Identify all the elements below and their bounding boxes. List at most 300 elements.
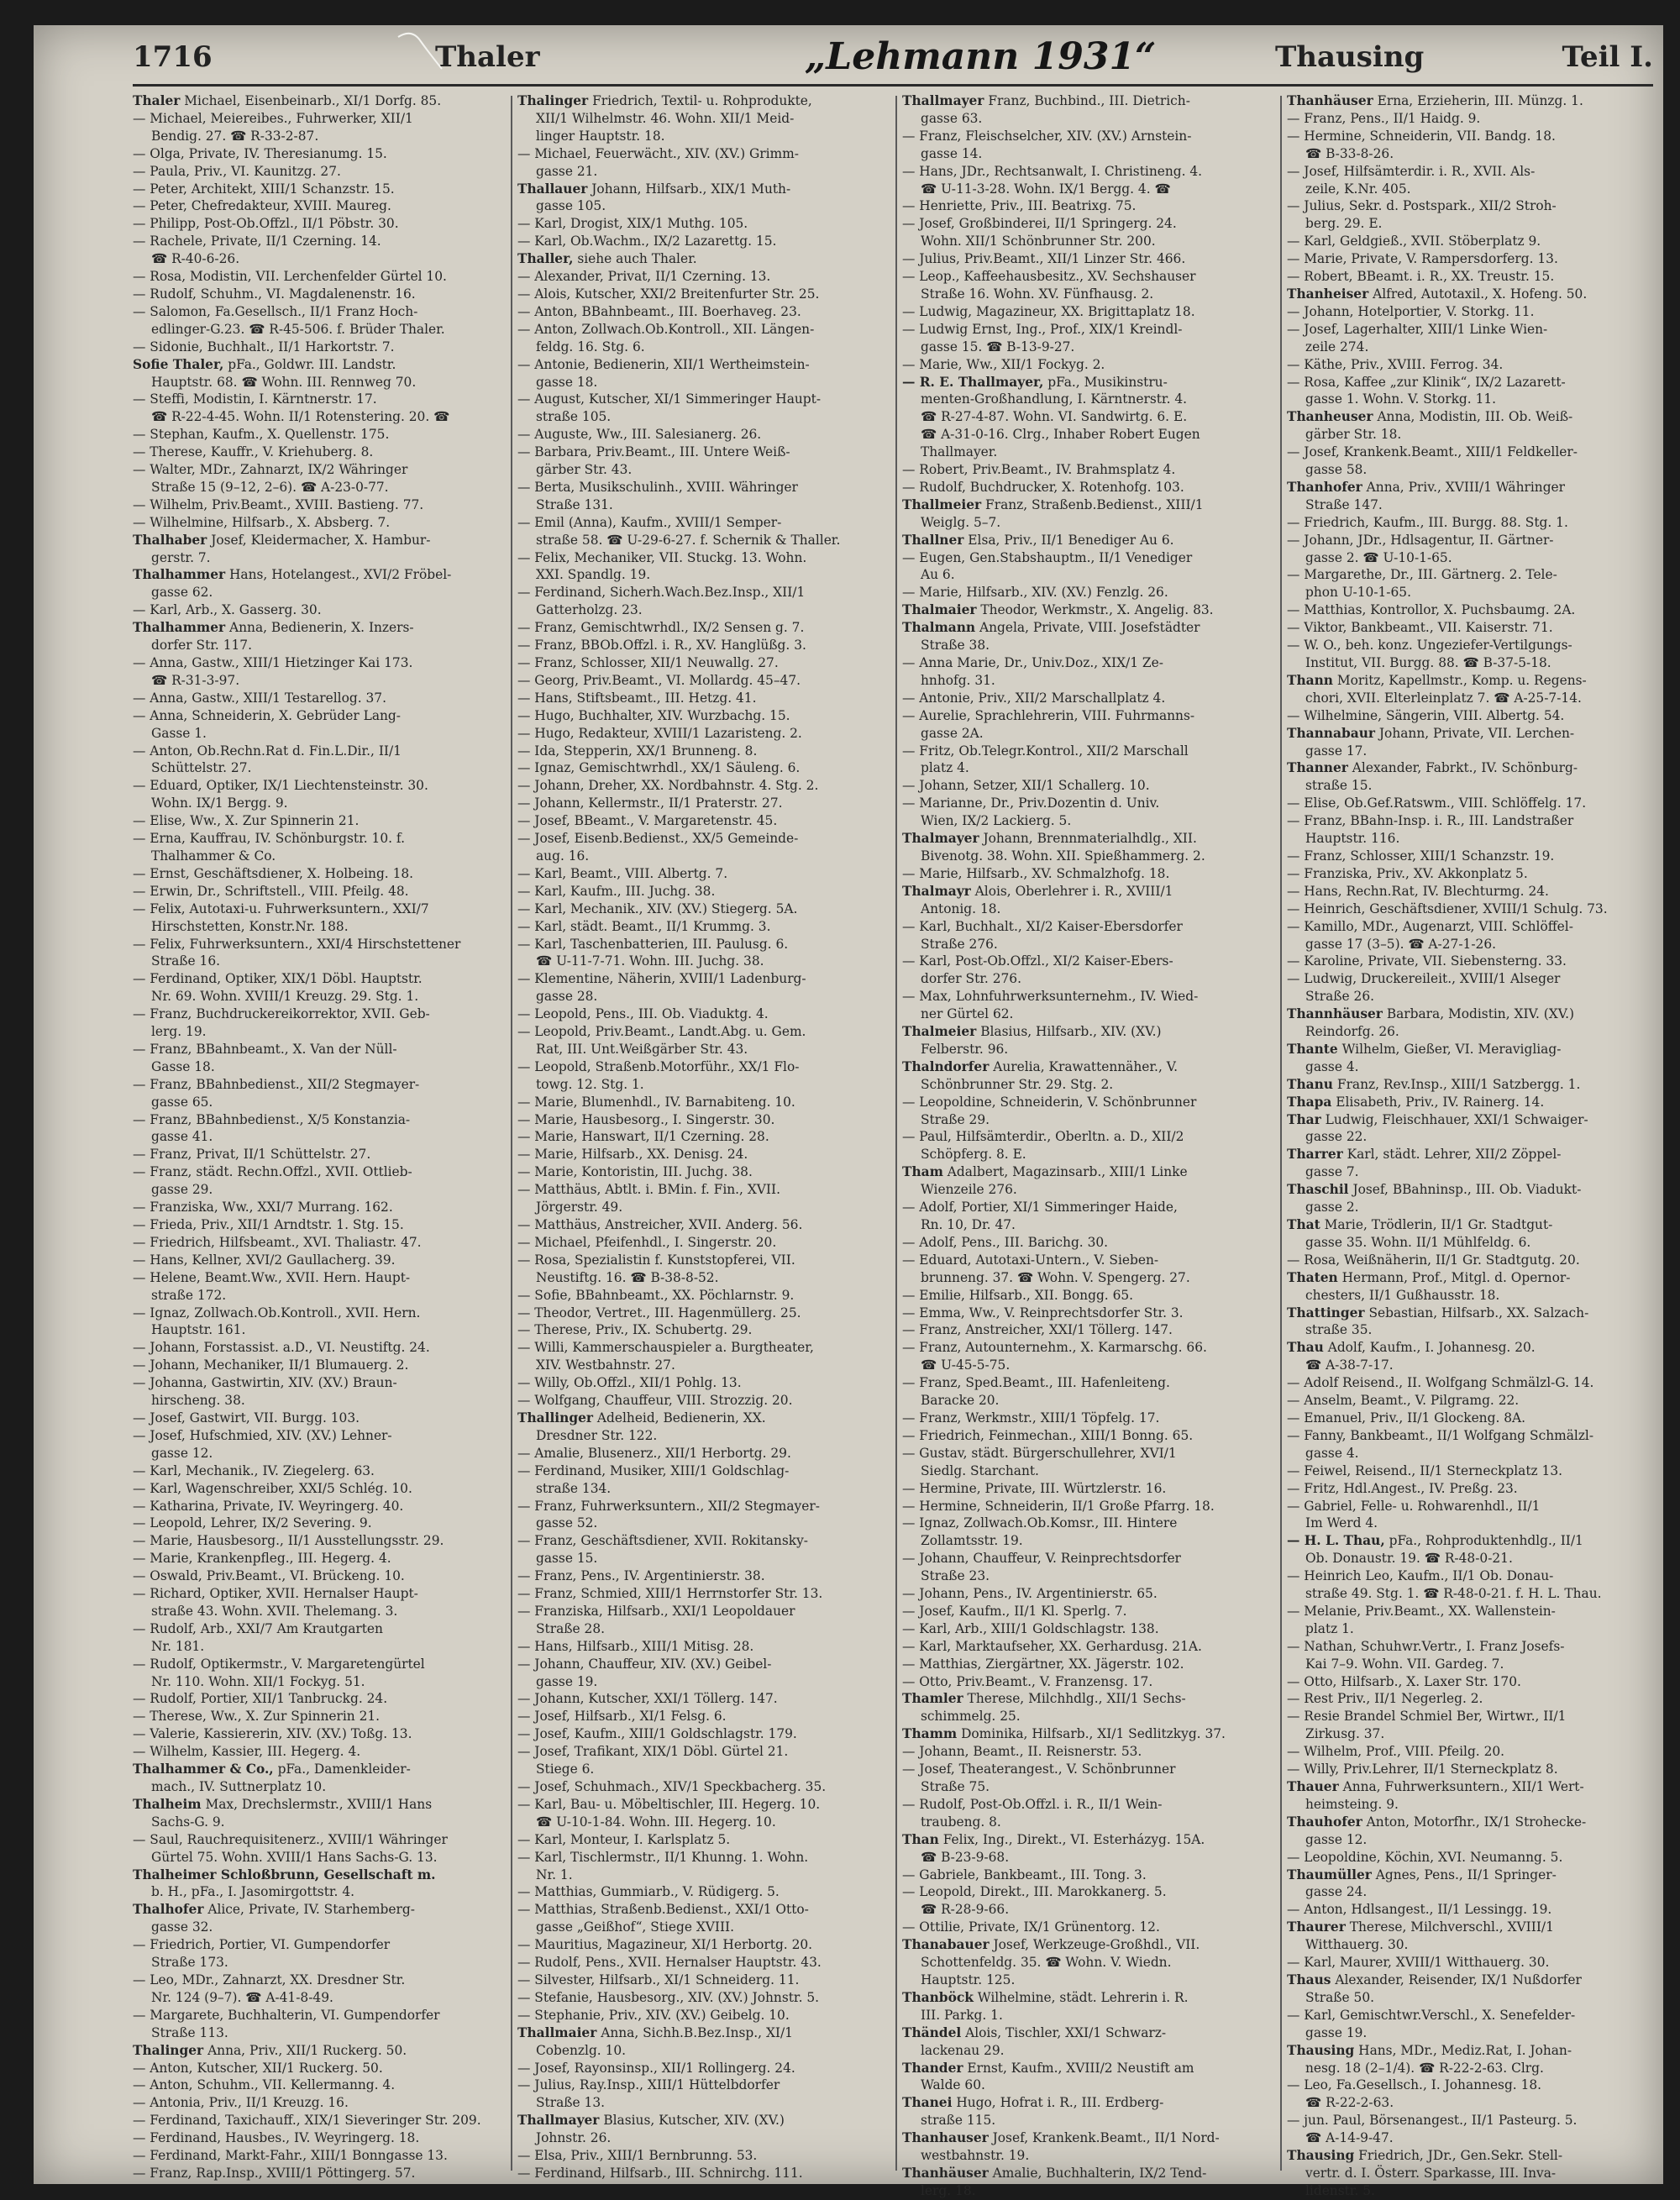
entry-details: BBOb.Offzl. i. R., XV. Hanglüßg. 3. [576,638,806,654]
entry-name: — Wilhelmine, [1287,707,1383,723]
directory-entry [133,1725,506,1743]
directory-entry [902,1234,1275,1252]
entry-details: Feinmechan., XIII/1 Bonng. 65. [984,1427,1194,1443]
directory-entry [1287,1919,1660,1936]
entry-name: — Aurelie, [902,707,971,723]
entry-name: — Eduard, [133,778,202,794]
entry-name: Thanu [1287,1076,1333,1092]
directory-entry [902,496,1275,514]
directory-entry [902,619,1275,637]
entry-name: — Felix, [133,936,186,952]
entry-details: Felix, Ing., Direkt., VI. Esterházyg. 15A. [938,1831,1205,1847]
entry-name: — Ferdinand, [133,2130,222,2146]
entry-details: Hanswart, II/1 Czerning. 28. [577,1129,769,1145]
entry-details: BBahn-Insp. i. R., III. Landstraßer [1346,813,1574,829]
entry-name: — Saul, [133,1831,183,1847]
entry-details: Hilfsarb., XXI/1 Leopoldauer [602,1603,795,1619]
entry-name: — Julius, [902,251,960,267]
entry-details: Hausbesorg., II/1 Ausstellungsstr. 29. [192,1533,444,1549]
entry-continuation: gasse 14. [921,145,983,161]
directory-entry [133,92,506,110]
directory-entry [133,110,506,128]
directory-entry [517,1234,890,1252]
directory-entry [133,566,506,584]
entry-continuation: ☎ A-14-9-47. [1305,2130,1394,2146]
entry-name: — Franziska, [1287,865,1373,881]
entry-details: Alexander, Fabrkt., IV. Schönburg- [1347,760,1578,776]
directory-entry [1287,1005,1660,1023]
directory-entry [133,812,506,830]
directory-entry [902,1673,1275,1691]
entry-details: Rechn.Rat, IV. Blechturmg. 24. [1341,883,1549,899]
entry-continuation: Straße 38. [921,638,990,654]
entry-continuation: gasse 21. [536,163,598,179]
entry-name: — Eduard, [902,1252,972,1268]
entry-details: Abtlt. i. BMin. f. Fin., XVII. [601,1182,780,1198]
entry-details: Kaufm., XIII/1 Goldschlagstr. 179. [570,1726,797,1742]
entry-details: Hans, Hotelangest., XVI/2 Fröbel- [225,567,452,583]
entry-details: Bedienerin, XII/1 Wertheimstein- [589,356,810,372]
directory-entry [517,584,890,601]
entry-continuation: Nr. 1. [536,1867,573,1882]
directory-entry [133,215,506,233]
entry-details: Lohnfuhrwerksunternehm., IV. Wied- [951,989,1199,1005]
directory-entry [1287,953,1660,970]
entry-continuation: Thalhammer & Co. [151,848,276,864]
entry-continuation: Straße 147. [1305,496,1383,512]
entry-continuation: ☎ R-31-3-97. [151,672,240,688]
entry-name: — Margarete, [133,2007,224,2023]
directory-entry [902,1989,1275,2007]
entry-details: Kontrollor, X. Puchsbaumg. 2A. [1366,602,1576,618]
directory-entry [133,145,506,163]
entry-name: — Rosa, [1287,374,1341,390]
directory-entry [133,268,506,286]
directory-entry [517,707,890,725]
entry-details: Anton, Motorfhr., IX/1 Strohecke- [1362,1814,1587,1830]
entry-name: — Marie, [133,1533,193,1549]
entry-name: — Josef, [517,831,570,847]
entry-continuation: ☎ A-38-7-17. [1305,1357,1394,1373]
entry-details: Gastwirtin, XIV. (XV.) Braun- [207,1375,397,1391]
entry-continuation: gasse 32. [151,1919,213,1935]
entry-details: Ww., XXI/7 Murrang. 162. [218,1200,393,1216]
directory-entry [517,1252,890,1269]
entry-name: — Johann, [902,1586,969,1602]
entry-details: Dr., III. Gärtnerg. 2. Tele- [1386,567,1557,583]
entry-name: — Käthe, [1287,356,1347,372]
directory-entry [517,2007,890,2024]
directory-entry [133,1831,506,1849]
entry-continuation: Straße 23. [921,1568,990,1584]
directory-entry [517,1743,890,1761]
entry-name: — Antonia, [133,2095,205,2111]
entry-name: Tham [902,1164,943,1180]
entry-details: Priv., II/1 Negerleg. 2. [1333,1691,1483,1707]
directory-entry [517,1638,890,1656]
entry-details: Ob.Gef.Ratswm., VIII. Schlöffelg. 17. [1340,795,1587,811]
directory-entry [902,1515,1275,1532]
entry-name: — Hans, [517,690,573,706]
directory-entry [902,1410,1275,1427]
entry-details: BBahnbeamt., III. Boerhaveg. 23. [577,303,801,319]
entry-details: Prof., VIII. Pfeilg. 20. [1362,1744,1505,1760]
entry-details: Alois, Tischler, XXI/1 Schwarz- [961,2024,1167,2040]
entry-details: Pens., III. Ob. Viaduktg. 4. [591,1006,769,1022]
entry-continuation: gasse 19. [1305,2024,1368,2040]
entry-name: Thallner [902,532,964,548]
directory-entry [517,1111,890,1129]
entry-name: Thaschil [1287,1182,1349,1198]
directory-entry [517,1778,890,1796]
entry-details: Setzer, XII/1 Schallerg. 10. [969,778,1150,794]
entry-continuation: Gatterholzg. 23. [536,602,643,618]
entry-name: Thante [1287,1041,1338,1057]
entry-name: — Franz, [133,1147,192,1163]
entry-name: — Fritz, [902,743,955,759]
directory-entry [517,356,890,374]
entry-details: Private, III. Würtzlerstr. 16. [980,1480,1167,1496]
entry-name: — Antonie, [902,690,974,706]
entry-continuation: Schüttelstr. 27. [151,760,252,776]
directory-entry [133,743,506,760]
entry-details: Weißnäherin, II/1 Gr. Stadtgutg. 20. [1340,1252,1580,1268]
directory-entry [1287,268,1660,286]
entry-details: Hilfsarb., III. Schnirchg. 111. [606,2165,803,2181]
entry-details: Gastwirt, VII. Burgg. 103. [185,1410,360,1426]
entry-name: — H. L. Thau, [1287,1533,1385,1549]
directory-entry [517,2147,890,2165]
directory-entry [1287,1954,1660,1972]
entry-name: — Hans, [517,1638,573,1654]
entry-name: — Karl, [902,918,952,934]
entry-continuation: straße 49. Stg. 1. ☎ R-48-0-21. f. H. L. Thau. [1305,1586,1602,1602]
directory-entry [517,777,890,795]
entry-name: Thalhofer [133,1902,204,1918]
directory-entry [1287,883,1660,900]
directory-entry [517,549,890,567]
directory-entry [1287,2112,1660,2129]
entry-name: — Marie, [517,1147,578,1163]
entry-name: — Hermine, [1287,128,1366,144]
entry-name: — Wilhelm, [133,496,208,512]
entry-details: Schneiderin, V. Schönbrunner [995,1094,1197,1110]
entry-name: — Rosa, [517,1252,571,1268]
directory-entry [902,1058,1275,1076]
entry-continuation: Walde 60. [921,2077,985,2093]
entry-continuation: Antonig. 18. [921,900,1001,916]
entry-continuation: zeile 274. [1305,339,1369,354]
entry-name: — Johann, [1287,532,1354,548]
directory-entry [133,1567,506,1585]
entry-name: — Leopold, [517,1024,591,1040]
directory-entry [902,374,1275,391]
entry-details: Hdlsangest., II/1 Lessingg. 19. [1347,1902,1552,1918]
entry-details: Moritz, Kapellmstr., Komp. u. Regens- [1333,672,1587,688]
directory-entry [517,233,890,250]
directory-entry [1287,637,1660,654]
entry-details: Mechanik., IV. Ziegelerg. 63. [181,1462,375,1478]
entry-details: Ernst, Kaufm., XVIII/2 Neustift am [963,2060,1194,2076]
directory-entry [133,936,506,953]
entry-name: Thallinger [517,1410,594,1426]
directory-entry [517,1005,890,1023]
directory-entry [517,1883,890,1901]
entry-continuation: gasse 18. [536,374,598,390]
entry-details: Hilfsämterdir. i. R., XVII. Als- [1339,163,1536,179]
entry-continuation: gasse 35. Wohn. II/1 Mühlfeldg. 6. [1305,1234,1531,1250]
entry-name: — Anna, [133,655,188,670]
directory-entry [1287,1867,1660,1884]
entry-name: — Feiwel, [1287,1462,1352,1478]
entry-details: Johann, Hilfsarb., XIX/1 Muth- [587,181,791,197]
directory-entry [1287,356,1660,374]
entry-details: Friedrich, Textil- u. Rohprodukte, [588,93,812,108]
entry-name: — Ludwig Ernst, [902,321,1012,337]
entry-name: — Franz, [902,128,962,144]
entry-name: — Max, [902,989,952,1005]
entry-continuation: Jörgerstr. 49. [536,1200,623,1216]
entry-continuation: gärber Str. 18. [1305,427,1402,443]
entry-name: — Silvester, [517,1972,596,1987]
entry-name: — Karl, [902,953,952,969]
entry-name: — Willy, [1287,1762,1340,1777]
entry-details: Optiker, XIX/1 Döbl. Hauptstr. [221,971,423,987]
directory-entry [1287,303,1660,321]
entry-name: — Georg, [517,672,580,688]
entry-name: — Franz, [133,2165,192,2181]
entry-details: Gummiarb., V. Rüdigerg. 5. [596,1884,780,1900]
directory-entry [517,725,890,743]
entry-details: Franz, Straßenb.Bedienst., XIII/1 [981,496,1204,512]
entry-name: — Karl, [517,865,567,881]
entry-continuation: Hauptstr. 161. [151,1322,246,1338]
entry-details: Ob.Wachm., IX/2 Lazarettg. 15. [566,234,777,249]
directory-entry [902,215,1275,233]
entry-name: — R. E. Thallmayer, [902,374,1044,390]
entry-name: — Franz, [133,1164,192,1180]
entry-details: Alexander, Reisender, IX/1 Nußdorfer [1331,1972,1582,1987]
entry-details: Kaufm., XVIII/1 Semper- [616,514,782,530]
entry-details: Eisenb.Bedienst., XX/5 Gemeinde- [570,831,799,847]
entry-details: pFa., Damenkleider- [273,1762,411,1777]
directory-entry [517,215,890,233]
entry-name: — Ferdinand, [517,1462,606,1478]
entry-name: Thanhäuser [1287,93,1373,108]
entry-continuation: Straße 276. [921,936,998,952]
entry-name: — Hugo, [517,707,575,723]
entry-name: — Wolfgang, [517,1393,601,1409]
entry-details: Ziergärtner, XX. Jägerstr. 102. [981,1656,1184,1672]
entry-name: — Sofie, [517,1287,572,1303]
entry-details: Josef, Kleidermacher, X. Hambur- [207,532,431,548]
entry-details: Alois, Oberlehrer i. R., XVIII/1 [970,883,1173,899]
directory-entry [133,883,506,900]
entry-name: — Klementine, [517,971,614,987]
entry-continuation: Straße 13. [536,2095,606,2111]
entry-details: Portier, XII/1 Tanbruckg. 24. [196,1691,388,1707]
entry-details: BBahnbedienst., X/5 Konstanzia- [192,1111,411,1127]
directory-entry [902,1919,1275,1936]
entry-name: — Helene, [133,1269,201,1285]
entry-name: — Karl, [133,1462,182,1478]
directory-entry [517,1690,890,1708]
entry-name: — Johann, [902,1551,969,1567]
entry-continuation: gasse 12. [151,1445,213,1461]
entry-name: — Felix, [517,549,570,565]
entry-name: — Franz, [517,1533,577,1549]
directory-entry [133,2147,506,2165]
entry-details: Dr., Schriftstell., VIII. Pfeilg. 48. [192,883,409,899]
entry-details: Schlosser, XIII/1 Schanzstr. 19. [1346,848,1555,864]
directory-entry [902,1339,1275,1357]
directory-entry [133,1111,506,1129]
entry-continuation: lerg. 19. [151,1024,207,1040]
entry-continuation: Straße 131. [536,496,613,512]
directory-entry [1287,110,1660,128]
entry-name: Sofie Thaler, [133,356,224,372]
column-rule [1280,96,1282,2171]
entry-details: Kaufm., X. Quellenstr. 175. [207,427,390,443]
entry-continuation: Schöpferg. 8. E. [921,1147,1026,1163]
entry-name: — Friedrich, [1287,514,1369,530]
entry-name: — Leopold, [902,1884,976,1900]
entry-name: — Ernst, [133,865,190,881]
entry-details: Hausbes., IV. Weyringerg. 18. [221,2130,420,2146]
entry-details: Kammerschauspieler a. Burgtheater, [568,1340,814,1356]
directory-entry [902,1761,1275,1778]
entry-name: Thallmaier [517,2024,597,2040]
entry-details: Sped.Beamt., III. Hafenleiteng. [961,1375,1170,1391]
entry-name: — Josef, [517,2060,570,2076]
entry-name: — Karl, [517,918,567,934]
entry-details: Hilfsarb., XII. Bongg. 65. [964,1287,1134,1303]
directory-entry [902,1867,1275,1884]
entry-details: Fa.Gesellsch., I. Johannesg. 18. [1331,2077,1542,2093]
entry-name: — Friedrich, [902,1427,984,1443]
entry-name: — Karl, [517,1831,567,1847]
entry-name: — Willy, [517,1375,570,1391]
directory-entry [133,1041,506,1058]
entry-details: Anna, Priv., XII/1 Ruckerg. 50. [203,2042,407,2058]
directory-entry [133,2129,506,2147]
directory-entry [133,900,506,918]
entry-details: Michael, Eisenbeinarb., XI/1 Dorfg. 85. [180,93,442,108]
entry-name: — Peter, [133,198,187,214]
entry-name: — Franz, [517,1568,577,1584]
entry-name: — Matthäus, [517,1217,601,1232]
entry-name: — Eugen, [902,549,966,565]
entry-continuation: Rat, III. Unt.Weißgärber Str. 43. [536,1041,748,1057]
entry-continuation: schimmelg. 25. [921,1709,1021,1725]
entry-continuation: Dresdner Str. 122. [536,1427,658,1443]
entry-details: Ob.Rechn.Rat d. Fin.L.Dir., II/1 [192,743,402,759]
entry-continuation: Baracke 20. [921,1393,1000,1409]
directory-entry [133,286,506,303]
directory-entry [902,549,1275,567]
entry-continuation: gasse 63. [921,110,983,126]
entry-name: — Resie [1287,1709,1340,1725]
entry-name: — Rudolf, [133,1656,197,1672]
entry-details: Drogist, XIX/1 Muthg. 105. [566,216,748,232]
part-label: Teil I. [1562,40,1653,74]
directory-entry [902,1427,1275,1445]
entry-details: Pens., IV. Argentinierstr. 38. [576,1568,765,1584]
directory-entry [902,2129,1275,2147]
entry-name: — Anton, [517,303,578,319]
directory-entry [133,303,506,321]
directory-entry [1287,374,1660,391]
entry-name: — Adolf, [902,1200,958,1216]
entry-name: — Erna, [133,831,186,847]
entry-continuation: Straße 50. [1305,1989,1375,2005]
entry-name: — Willi, [517,1340,569,1356]
directory-entry [517,2112,890,2129]
directory-entry [1287,1480,1660,1498]
directory-entry [517,1287,890,1305]
entry-continuation: ☎ U-10-1-84. Wohn. III. Hegerg. 10. [536,1814,776,1830]
entry-name: — Franz, [1287,848,1347,864]
entry-name: — Antonie, [517,356,590,372]
entry-name: — Peter, [133,181,187,197]
directory-entry [517,514,890,532]
entry-name: — Hans, [133,1252,188,1268]
entry-details: Sekr. d. Postspark., XII/2 Stroh- [1344,198,1557,214]
entry-details: Ww., III. Salesianerg. 26. [592,427,762,443]
directory-entry [902,1163,1275,1181]
entry-details: Max, Drechslermstr., XVIII/1 Hans [201,1796,433,1812]
entry-name: — Anselm, [1287,1393,1357,1409]
entry-details: JDr., Rechtsanwalt, I. Christineng. 4. [957,163,1203,179]
entry-details: Rap.Insp., XVIII/1 Pöttingerg. 57. [192,2165,416,2181]
entry-continuation: lerg. 18. [921,2182,976,2198]
directory-entry [902,883,1275,900]
entry-name: — Emanuel, [1287,1410,1367,1426]
entry-name: — Michael, [517,145,591,161]
entry-details: Private, II/1 Czerning. 14. [206,234,381,249]
entry-details: Näherin, XVIII/1 Ladenburg- [613,971,806,987]
directory-entry [517,970,890,988]
entry-continuation: Gürtel 75. Wohn. XVIII/1 Hans Sachs-G. 13. [151,1849,438,1865]
entry-continuation: gasse 41. [151,1129,213,1145]
entry-details: Priv., II/1 Kreuzg. 16. [204,2095,349,2111]
directory-entry [517,743,890,760]
entry-details: Arb., XIII/1 Goldschlagstr. 138. [951,1620,1159,1636]
entry-name: — Michael, [133,110,207,126]
entry-name: Thaller, [517,251,574,267]
directory-entry [517,1603,890,1620]
entry-details: Tischlermstr., II/1 Khunng. 1. Wohn. [566,1849,809,1865]
entry-details: Stiftsbeamt., III. Hetzg. 41. [572,690,757,706]
entry-name: — Franz, [902,1375,962,1391]
entry-continuation: b. H., pFa., I. Jasomirgottstr. 4. [151,1884,355,1900]
directory-entry [902,1287,1275,1305]
directory-entry [902,532,1275,549]
entry-name: — Anton, [133,2060,193,2076]
directory-entry [133,444,506,461]
entry-continuation: Bendig. 27. ☎ R-33-2-87. [151,128,319,144]
entry-details: Hilfsarb., XIII/1 Mitisg. 28. [572,1638,754,1654]
entry-details: Bau- u. Möbeltischler, III. Hegerg. 10. [566,1796,821,1812]
entry-details: Anna, Priv., XVIII/1 Währinger [1362,479,1566,495]
entry-details: Optikermstr., V. Margaretengürtel [196,1656,425,1672]
entry-details: Mechanik., XIV. (XV.) Stiegerg. 5A. [566,900,798,916]
directory-entry [902,461,1275,479]
entry-name: — Ida, [517,743,560,759]
entry-name: — Johann, [902,1744,969,1760]
entry-name: — Rudolf, [133,286,197,302]
entry-name: — Ignaz, [517,760,575,776]
